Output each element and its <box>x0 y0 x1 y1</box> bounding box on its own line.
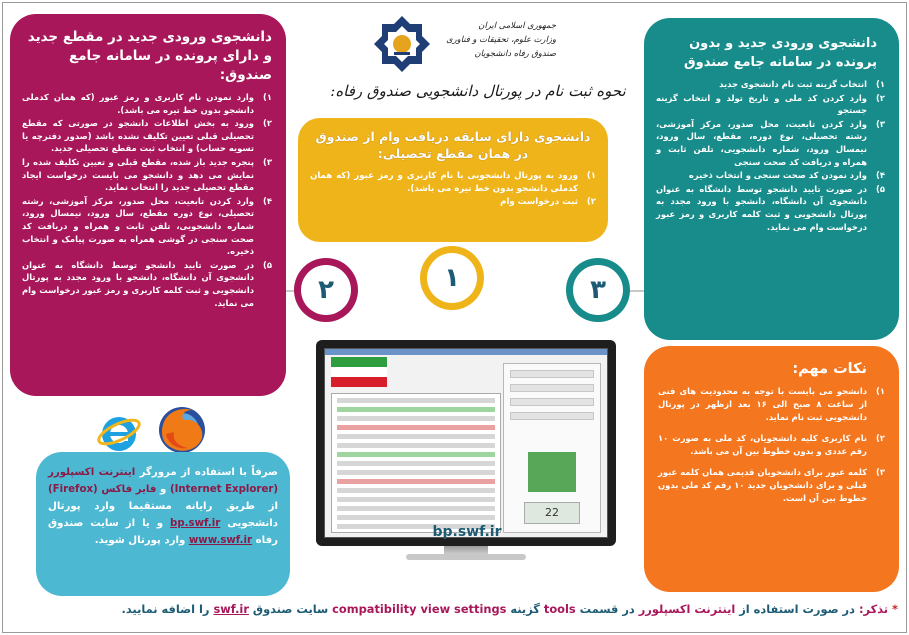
item-text: انتخاب گزینه ثبت نام دانشجوی جدید <box>719 79 867 89</box>
text-line <box>337 443 495 448</box>
list-item <box>656 92 885 117</box>
text-segment: را اضافه نمایید. <box>121 602 210 616</box>
steps-list <box>22 91 272 309</box>
browser-icons <box>96 404 216 456</box>
monitor <box>316 340 616 546</box>
text-line <box>337 461 495 466</box>
castle-image <box>528 452 576 492</box>
text-segment: سایت صندوق <box>252 602 329 616</box>
item-number: ۲) <box>876 92 885 103</box>
item-number: ۱) <box>263 92 272 102</box>
iran-flag-icon <box>331 357 387 387</box>
item-text: وارد کردن تابعیت، محل صدور، مرکز آموزشی، رشته تحصیلی، نوع دوره، مقطع، سال ورود، نیمسال ورود، شماره دانشجویی، تلفن ثابت و همراه و دریافت کد صحت سنجی <box>656 118 867 167</box>
item-text: در صورت تایید دانشجو توسط دانشگاه به عنوان دانشجوی آن دانشگاه، دانشجو با ورود مجدد به پورتال دانشجویی و ثبت کلمه کاربری و رمز عبور درخواست وام می نماید. <box>656 183 867 232</box>
connector-line <box>630 290 644 292</box>
list-item <box>656 78 885 91</box>
portal-news-box <box>331 393 501 533</box>
text-line <box>337 452 495 457</box>
password-input[interactable] <box>510 384 594 392</box>
text-line <box>337 488 495 493</box>
notes-list <box>658 385 885 505</box>
step-number-3 <box>566 258 630 322</box>
list-item <box>310 170 596 195</box>
list-item <box>658 466 885 505</box>
firefox-name: فایر فاکس <box>101 484 157 495</box>
item-number: ۱) <box>586 171 596 181</box>
number-label: ۱ <box>427 253 477 303</box>
item-text: وارد نمودن کد صحت سنجی و انتخاب ذخیره <box>688 170 867 181</box>
compat-label: compatibility view settings <box>332 602 507 616</box>
footer-note <box>6 602 904 616</box>
item-text: ثبت درخواست وام <box>500 197 578 208</box>
item-text: وارد نمودن نام کاربری و رمز عبور (که همان کدملی دانشجو بدون خط تیره می باشد). <box>22 92 254 115</box>
text-line <box>337 398 495 403</box>
item-number: ۲) <box>263 118 272 129</box>
firefox-english-name: (Firefox) <box>48 484 98 495</box>
item-text: در صورت تایید دانشجو توسط دانشگاه به عنوان دانشجوی آن دانشگاه، دانشجو با ورود مجدد به پورتال دانشجویی و ثبت کلمه کاربری و رمز عبور درخواست وام می نماید. <box>22 259 254 308</box>
panel-title: نکات مهم: <box>792 361 867 377</box>
list-item <box>22 117 272 155</box>
captcha-image: 22 <box>524 502 580 524</box>
steps-list <box>656 78 885 233</box>
login-box <box>503 363 601 533</box>
portal-link[interactable]: bp.swf.ir <box>170 518 221 529</box>
text-line <box>337 407 495 412</box>
ie-name: اینترنت اکسپلورر <box>48 467 136 478</box>
item-text: ورود به بخش اطلاعات دانشجو در صورتی که مقطع تحصیلی قبلی تعیین تکلیف نشده باشد (صدور دفترچه یا تسویه حساب) و انتخاب ثبت مقطع تحصیلی جدید. <box>22 118 254 154</box>
text-line <box>337 416 495 421</box>
text-segment: وارد پورتال شوید. <box>94 535 186 546</box>
text-segment: و <box>160 484 167 495</box>
tools-label: tools <box>543 602 576 616</box>
text-line <box>337 479 495 484</box>
ministry-text <box>436 18 556 60</box>
steps-list <box>310 170 596 209</box>
item-text: وارد کردن کد ملی و تاریخ تولد و انتخاب گزینه جستجو <box>656 92 867 116</box>
site-link[interactable]: swf.ir <box>213 602 249 616</box>
new-student-no-file-panel <box>644 18 899 340</box>
text-segment: در صورت استفاده از <box>739 602 855 616</box>
text-segment: صرفاً با استفاده از مرورگر <box>139 467 278 478</box>
item-number: ۳) <box>876 467 885 477</box>
list-item <box>656 169 885 182</box>
logo-icon <box>372 14 432 74</box>
browser-info-text <box>48 464 278 549</box>
text-segment: در قسمت <box>579 602 635 616</box>
panel-title: دانشجوی دارای سابقه دریافت وام از صندوق در همان مقطع تحصیلی: <box>315 129 591 161</box>
text-segment: از طریق رایانه مستقیما وارد پورتال دانشجویی <box>48 501 279 529</box>
text-line <box>337 515 495 520</box>
header <box>372 12 556 78</box>
ie-name: اینترنت اکسپلورر <box>638 602 736 616</box>
portal-screenshot <box>324 348 608 538</box>
login-button[interactable] <box>510 398 594 406</box>
text-line <box>337 470 495 475</box>
ministry-line-3: صندوق رفاه دانشجویان <box>474 48 556 58</box>
star-mark: * <box>892 602 898 616</box>
firefox-icon <box>156 404 208 456</box>
text-line <box>337 497 495 502</box>
ministry-line-1: جمهوری اسلامی ایران <box>478 20 556 30</box>
username-input[interactable] <box>510 370 594 378</box>
existing-file-new-degree-panel <box>10 14 286 396</box>
list-item <box>22 91 272 116</box>
item-text: پنجره جدید باز شده، مقطع قبلی و تعیین تکلیف شده را نمایش می دهد و دانشجو می بایست درخواست ایجاد مقطع تحصیلی جدید را انتخاب نماید. <box>22 156 254 193</box>
item-text: وارد کردن تابعیت، محل صدور، مرکز آموزشی، رشته تحصیلی، نوع دوره مقطع، سال ورود، نیمسال ورود، شماره دانشجویی، تلفن ثابت و همراه و دریافت کد صحت سنجی در گوشی همراه به صورت پیامک و انتخاب ذخیره. <box>22 195 254 257</box>
item-text: نام کاربری کلیه دانشجویان، کد ملی به صورت ۱۰ رقم عددی و بدون خطوط بین آن می باشد. <box>658 433 867 456</box>
item-number: ۳) <box>263 156 272 167</box>
number-label: ۲ <box>301 265 351 315</box>
item-number: ۲) <box>586 197 596 208</box>
list-item <box>22 259 272 309</box>
item-number: ۴) <box>876 170 885 181</box>
step-number-2 <box>294 258 358 322</box>
item-number: ۴) <box>263 195 272 206</box>
site-link[interactable]: www.swf.ir <box>188 535 253 546</box>
item-text: ورود به پورتال دانشجویی با نام کاربری و رمز عبور (که همان کدملی دانشجو بدون خط تیره می باشد). <box>310 171 578 194</box>
item-number: ۱) <box>876 386 885 396</box>
item-number: ۵) <box>876 183 885 194</box>
previous-loan-panel <box>298 118 608 242</box>
register-button[interactable] <box>510 412 594 420</box>
text-line <box>337 425 495 430</box>
list-item <box>22 195 272 258</box>
item-text: دانشجو می بایست با توجه به محدودیت های فنی از ساعت ۸ صبح الی ۱۶ بعد ازظهر در پورتال دانشجویی ثبت نام نماید. <box>658 386 867 422</box>
number-label: ۳ <box>573 265 623 315</box>
list-item <box>658 385 885 424</box>
ministry-line-2: وزارت علوم، تحقیقات و فناوری <box>446 34 556 44</box>
text-line <box>337 506 495 511</box>
list-item <box>310 196 596 209</box>
list-item <box>656 183 885 233</box>
note-label: تذکر: <box>858 602 889 616</box>
internet-explorer-icon <box>96 410 142 456</box>
list-item <box>656 118 885 168</box>
page-title: نحوه ثبت نام در پورتال دانشجویی صندوق رفاه: <box>330 82 626 100</box>
step-number-1 <box>420 246 484 310</box>
item-number: ۱) <box>876 79 885 89</box>
monitor-base <box>406 554 526 560</box>
browser-info-panel <box>36 452 290 596</box>
item-text: کلمه عبور برای دانشجویان قدیمی همان کلمه عبور قبلی و برای دانشجویان جدید ۱۰ رقم کد ملی بدون خطوط بین آن است. <box>658 467 867 503</box>
text-line <box>337 434 495 439</box>
important-notes-panel <box>644 346 899 592</box>
text-segment: گزینه <box>510 602 540 616</box>
text-segment: و یا از سایت صندوق رفاه <box>48 518 278 546</box>
screen-top-bar <box>325 349 607 355</box>
panel-title: دانشجوی ورودی جدید و بدون پرونده در سامانه جامع صندوق <box>684 36 877 70</box>
ie-english-name: (Internet Explorer) <box>169 484 279 495</box>
item-number: ۳) <box>876 118 885 129</box>
list-item <box>658 432 885 458</box>
item-number: ۵) <box>263 259 272 270</box>
panel-title: دانشجوی ورودی جدید در مقطع جدید و دارای پرونده در سامانه جامع صندوق: <box>27 29 272 83</box>
list-item <box>22 156 272 194</box>
item-number: ۲) <box>876 433 885 443</box>
portal-url[interactable]: bp.swf.ir <box>432 524 502 540</box>
